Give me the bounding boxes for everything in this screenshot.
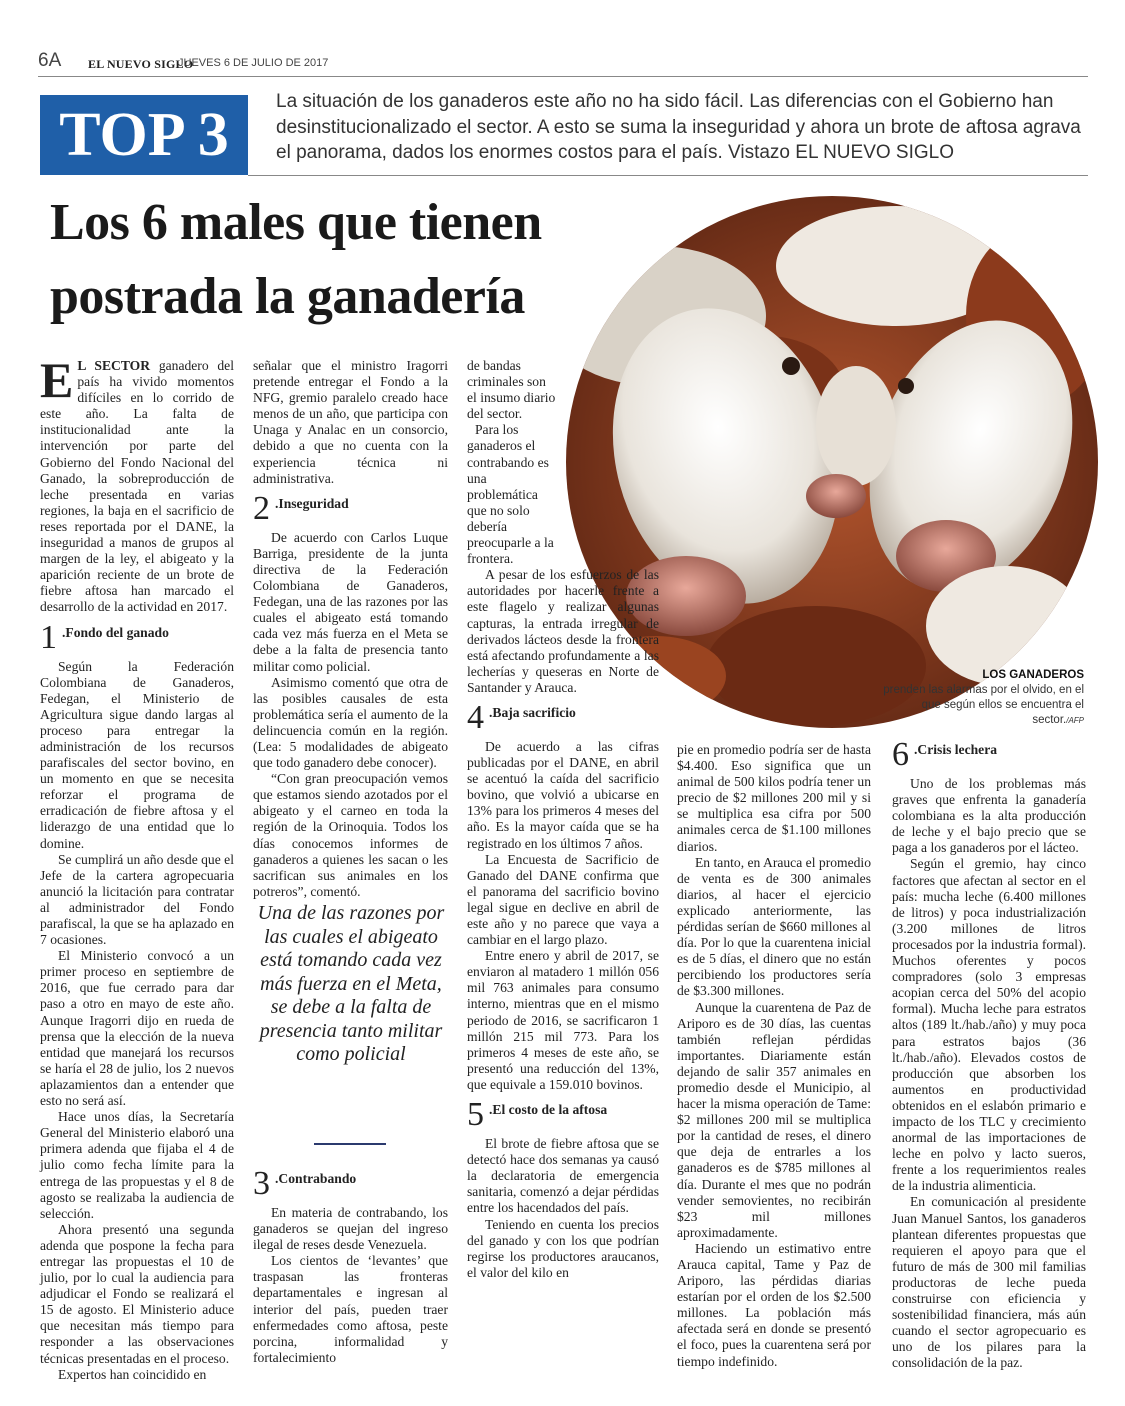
paragraph: Hace unos días, la Secretaría General del Ministerio elaboró una primera adenda que fijaba el 4 de julio como fecha límite para la entrega de las propuestas y el 8 de agosto se realizaba la audiencia de selección. (40, 1109, 234, 1221)
section-title: .Baja sacrificio (489, 704, 576, 720)
photo-credit: /AFP (1066, 716, 1084, 725)
paragraph: Se cumplirá un año desde que el Jefe de la cartera agropecuaria anunció la licitación para contratar al administrador del Fondo parafiscal, la que se ha aplazado en 7 ocasiones. (40, 851, 234, 948)
column-2-bottom (253, 1162, 448, 1366)
section-heading-2 (253, 489, 448, 527)
column-1 (40, 352, 234, 1383)
section-number: 5 (467, 1096, 484, 1134)
article-title (50, 186, 610, 334)
section-title: .Contrabando (275, 1171, 357, 1186)
caption-heading: LOS GANADEROS (982, 669, 1084, 681)
paragraph: Aunque la cuarentena de Paz de Ariporo es de 30 días, las cuentas también reflejan pérdidas importantes. Diariamente están dejando de salir 357 animales en promedio desde el Municipio, al hacer la misma operación de Tame: $2 millones 200 mil se multiplica por la cantidad de reses, el dinero que deja de entrarles a los ganaderos es de $785 millones al día. Durante el mes que no podrán vender semovientes, no recibirán $23 mil millones aproximadamente. (677, 999, 871, 1240)
section-title: .Inseguridad (275, 495, 349, 511)
column-5 (892, 736, 1086, 1371)
column-3 (467, 358, 659, 1281)
paragraph: Entre enero y abril de 2017, se enviaron al matadero 1 millón 056 mil 763 animales para consumo interno, mientras que en el mismo periodo de 2016, se sacrificaron 1 millón 215 mil 773. Para los primeros 4 meses de este año, se presentó una reducción del 13%, que equivale a 159.010 bovinos. (467, 948, 659, 1092)
section-heading-5 (467, 1096, 659, 1134)
paragraph: señalar que el ministro Iragorri pretende entregar el Fondo a la NFG, gremio paralelo creado hace menos de un año, que participa con Unaga y Analac en un consorcio, debido a que no cuenta con la experiencia técnica ni administrativa. (253, 358, 448, 486)
intro-divider (248, 175, 1088, 176)
paragraph: Uno de los problemas más graves que enfrenta la ganadería colombiana es la alta producción de leche y el bajo precio que se paga a los ganaderos por el lácteo. (892, 776, 1086, 856)
section-heading-6 (892, 736, 1086, 773)
paragraph: Ahora presentó una segunda adenda que pospone la fecha para entregar las propuestas el 10 de julio, por lo cual la audiencia para adjudicar el Fondo se realizará el 15 de agosto. El Ministerio aduce que necesitan más tiempo para responder a las observaciones técnicas presentadas en el proceso. (40, 1221, 234, 1366)
intro-text: La situación de los ganaderos este año no ha sido fácil. Las diferencias con el Gobierno han desinstitucionalizado el sector. A esto se suma la inseguridad y ahora un brote de aftosa agrava el panorama, dados los enormes costos para el país. Vistazo EL NUEVO SIGLO (276, 91, 1081, 163)
paragraph: Asimismo comentó que otra de las posibles causales de esta problemática sería el aumento de la delincuencia común en la región. (Lea: 5 modalidades de abigeato que todo ganadero debe conocer). (253, 674, 448, 771)
paragraph: De acuerdo con Carlos Luque Barriga, presidente de la junta directiva de la Federación Colombiana de Ganaderos, Fedegan, una de las razones por las cuales el abigeato está tomando cada vez más fuerza en el Meta se debe a la falta de presencia tanto militar como policial. (253, 529, 448, 674)
pull-quote-rule (314, 1143, 386, 1145)
paragraph: En materia de contrabando, los ganaderos se quejan del ingreso ilegal de reses desde Venezuela. (253, 1205, 448, 1253)
paragraph: La Encuesta de Sacrificio de Ganado del DANE confirma que el panorama del sacrificio bovino legal sigue en declive en abril de este año y no parece que vaya a cambiar en el largo plazo. (467, 851, 659, 948)
section-heading-1 (40, 618, 234, 656)
header-divider (38, 76, 1088, 77)
paragraph: Expertos han coincidido en (58, 1366, 207, 1382)
issue-date: JUEVES 6 DE JULIO DE 2017 (178, 57, 329, 69)
section-heading-3 (253, 1165, 448, 1202)
title-line-2: postrada la ganadería (50, 268, 525, 325)
section-tag: TOP 3 (40, 95, 248, 175)
section-title: .Fondo del ganado (62, 624, 169, 640)
section-number: 1 (40, 618, 57, 656)
column-2 (253, 358, 448, 900)
paragraph: En comunicación al presidente Juan Manuel Santos, los ganaderos plantean diferentes propuestas que requieren el apoyo para que el futuro de más de 300 mil familias productoras de leche pueda construirse con eficiencia y sostenibilidad financiera, más aún cuando el sector agropecuario es uno de los pilares para la consolidación de la paz. (892, 1194, 1086, 1371)
paragraph: El brote de fiebre aftosa que se detectó hace dos semanas ya causó la declaratoria de emergencia sanitaria, comenzó a dejar pérdidas entre los hacendados del país. (467, 1136, 659, 1216)
paragraph: de bandas criminales son el insumo diario del sector. (467, 358, 556, 422)
title-line-1: Los 6 males que tienen (50, 194, 542, 251)
paragraph: Los cientos de ‘levantes’ que traspasan las fronteras departamentales e ingresan al interior del país, pueden traer enfermedades como aftosa, peste porcina, informalidad y fortalecimiento (253, 1253, 448, 1365)
section-heading-4 (467, 698, 659, 736)
paragraph: Según el gremio, hay cinco factores que afectan al sector en el país: mucha leche (6.400 millones de litros) y poca industrialización (3.200 millones de litros procesados por la industria formal). Muchos oferentes y pocos compradores (solo 3 empresas acopian cerca del 50% del acopio formal). Mucha leche para estratos altos (189 lt./hab./año) y muy poca para estratos bajos (36 lt./hab./año). Elevados costos de producción que absorben los aumentos en productividad obtenidos en el eslabón primario e impacto de los TLC y crecimiento anormal de las importaciones de leche en polvo y lacto sueros, frente a los requerimientos reales de la industria alimenticia. (892, 856, 1086, 1194)
paragraph: Teniendo en cuenta los precios del ganado y con los que podrían regirse los productores araucanos, el valor del kilo en (467, 1216, 659, 1280)
lead-paragraph (40, 352, 234, 616)
paragraph: El Ministerio convocó a un primer proceso en septiembre de 2016, que fue cerrado para dar paso a otro en mayo de este año. Aunque Iragorri dijo en rueda de prensa que la elección de la nueva entidad que manejará los recursos se haría el 28 de julio, los 2 nuevos aplazamientos dan a entender que esto no será así. (40, 948, 234, 1109)
column-4 (677, 742, 871, 1370)
paragraph: pie en promedio podría ser de hasta $4.400. Eso significa que un animal de 500 kilos podría tener un precio de $2 millones 200 mil y si se multiplica esa cifra por 500 animales cerca de $1.100 millones diarios. (677, 742, 871, 854)
section-title: .Crisis lechera (914, 742, 998, 757)
caption-text: prenden las alarmas por el olvido, en el que según ellos se encuentra el sector. (883, 684, 1084, 726)
lead-text: ganadero del país ha vivido momentos difíciles en lo corrido de este año. La falta de institucionalidad ante la intervención por parte del Gobierno del Fondo Nacional del Ganado, la sobreproducción de leche presentada en varias regiones, la baja en el sacrificio de reses reportada por el DANE, la inseguridad a manos de grupos al margen de la ley, el abigeato y la aparición reciente de un brote de fiebre aftosa han marcado el desarrollo de la actividad en 2017. (40, 358, 234, 615)
paragraph: Según la Federación Colombiana de Ganaderos, Fedegan, el Ministerio de Agricultura sigue dando largas al proceso para entregar la administración de los recursos parafiscales del sector bovino, en un momento en que se necesita reforzar el programa de erradicación de fiebre aftosa y el liderazgo de una entidad que lo domine. (40, 658, 234, 851)
paragraph: A pesar de los esfuerzos de las autoridades por hacerle frente a este flagelo y realizar algunas capturas, la entrada irregular de derivados lácteos desde la frontera está afectando profundamente a las lecherías y queseras en Norte de Santander y Arauca. (467, 567, 659, 695)
lead-bold: L SECTOR (77, 358, 151, 373)
section-number: 6 (892, 736, 909, 773)
paragraph: De acuerdo a las cifras publicadas por el DANE, en abril se acentuó la caída del sacrificio bovino, que volvió a ubicarse en 13% para los primeros 4 meses del año. Es la mayor caída que se ha registrado en los últimos 7 años. (467, 738, 659, 851)
newspaper-name: EL NUEVO SIGLO (88, 57, 194, 71)
paragraph: Haciendo un estimativo entre Arauca capital, Tame y Paz de Ariporo, las pérdidas diarias estarían por el orden de los $2.500 millones. La población más afectada será en donde se presentó el foco, pues la cuarentena será por tiempo indefinido. (677, 1240, 871, 1369)
section-number: 4 (467, 698, 484, 736)
paragraph: Para los ganaderos el contrabando es una problemática que no solo debería preocuparle a la frontera. (467, 422, 554, 567)
paragraph: “Con gran preocupación vemos que estamos siendo azotados por el abigeato y el carneo en toda la región de la Orinoquia. Todos los días conocemos informes de ganaderos a quienes les sacan o les sacrifican sus animales en los potreros”, comentó. (253, 771, 448, 899)
section-title: .El costo de la aftosa (489, 1102, 608, 1118)
page-number: 6A (38, 50, 62, 71)
photo-caption (880, 668, 1084, 728)
drop-cap: E (40, 352, 74, 408)
pull-quote: Una de las razones por las cuales el abigeato está tomando cada vez más fuerza en el Meta, se debe a la falta de presencia tanto militar como policial (257, 902, 445, 1065)
paragraph: En tanto, en Arauca el promedio de venta es de 300 animales diarios, al hacer el ejercicio explicado anteriormente, las pérdidas serían de $660 millones al día. Por lo que la cuarentena inicial es de 5 días, el dinero que no están percibiendo los productores sería de $3.300 millones. (677, 854, 871, 999)
section-number: 3 (253, 1165, 270, 1202)
section-number: 2 (253, 489, 270, 527)
